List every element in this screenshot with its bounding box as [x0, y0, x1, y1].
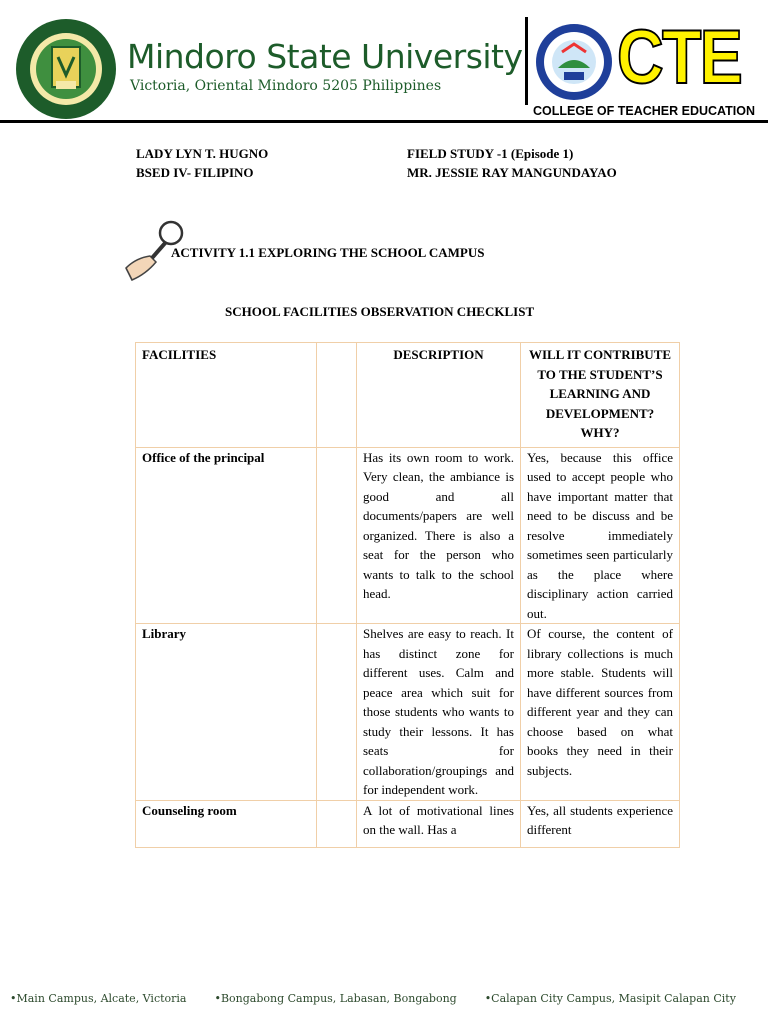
facility-contribution: Of course, the content of library collections is much more stable. Students will have different sources from different year and they can choose based on what books they need in their subjects. — [521, 624, 680, 801]
blank-cell — [317, 800, 357, 847]
header-facilities: FACILITIES — [136, 343, 317, 448]
university-address: Victoria, Oriental Mindoro 5205 Philippines — [130, 78, 442, 94]
header-contribute: WILL IT CONTRIBUTE TO THE STUDENT’S LEARNING AND DEVELOPMENT? WHY? — [521, 343, 680, 448]
cte-logo-text: CTE — [617, 15, 742, 100]
cte-seal-icon — [534, 22, 614, 102]
student-course: BSED IV- FILIPINO — [136, 165, 254, 180]
header-rule — [0, 120, 768, 123]
facility-name — [136, 800, 317, 847]
facility-contribution-text: Yes, all students experience different — [527, 802, 673, 837]
instructor-name: MR. JESSIE RAY MANGUNDAYAO — [407, 165, 617, 180]
facility-name: Office of the principal — [136, 447, 317, 624]
table-header-row — [136, 343, 680, 448]
checklist-title: SCHOOL FACILITIES OBSERVATION CHECKLIST — [225, 304, 535, 319]
facility-description: Shelves are easy to reach. It has distinct zone for different uses. Calm and peace area which suit for those students who wants to study their lessons. It has seats for collaboration/groupings and for independent work. — [357, 624, 521, 801]
facilities-checklist-table — [135, 342, 680, 848]
blank-cell — [317, 447, 357, 624]
facility-description — [357, 800, 521, 847]
blank-cell — [317, 624, 357, 801]
student-name: LADY LYN T. HUGNO — [136, 146, 269, 161]
header-divider — [525, 17, 528, 105]
facility-contribution — [521, 800, 680, 847]
header-description: DESCRIPTION — [357, 343, 521, 448]
facility-name-text: Counseling room — [142, 802, 237, 818]
facility-contribution: Yes, because this office used to accept people who have important matter that need to be discuss and be resolve immediately sometimes seen particularly as the place where disciplinary action carried out. — [521, 447, 680, 624]
college-label: COLLEGE OF TEACHER EDUCATION — [533, 104, 755, 118]
university-seal-icon — [14, 17, 118, 121]
university-name: Mindoro State University — [127, 37, 523, 76]
facility-name: Library — [136, 624, 317, 801]
header-blank — [317, 343, 357, 448]
activity-title: ACTIVITY 1.1 EXPLORING THE SCHOOL CAMPUS — [171, 245, 485, 260]
letterhead — [0, 0, 768, 125]
campus-footer: •Main Campus, Alcate, Victoria •Bongabong Campus, Labasan, Bongabong •Calapan City Campus, Masipit Calapan City — [10, 992, 736, 1005]
facility-description-text: A lot of motivational lines on the wall. Has a — [363, 802, 514, 837]
table-row — [136, 447, 680, 624]
table-row — [136, 800, 680, 847]
table-row — [136, 624, 680, 801]
subject-label: FIELD STUDY -1 (Episode 1) — [407, 146, 574, 161]
facility-description: Has its own room to work. Very clean, the ambiance is good and all documents/papers are well organized. There is also a seat for the person who wants to talk to the school head. — [357, 447, 521, 624]
